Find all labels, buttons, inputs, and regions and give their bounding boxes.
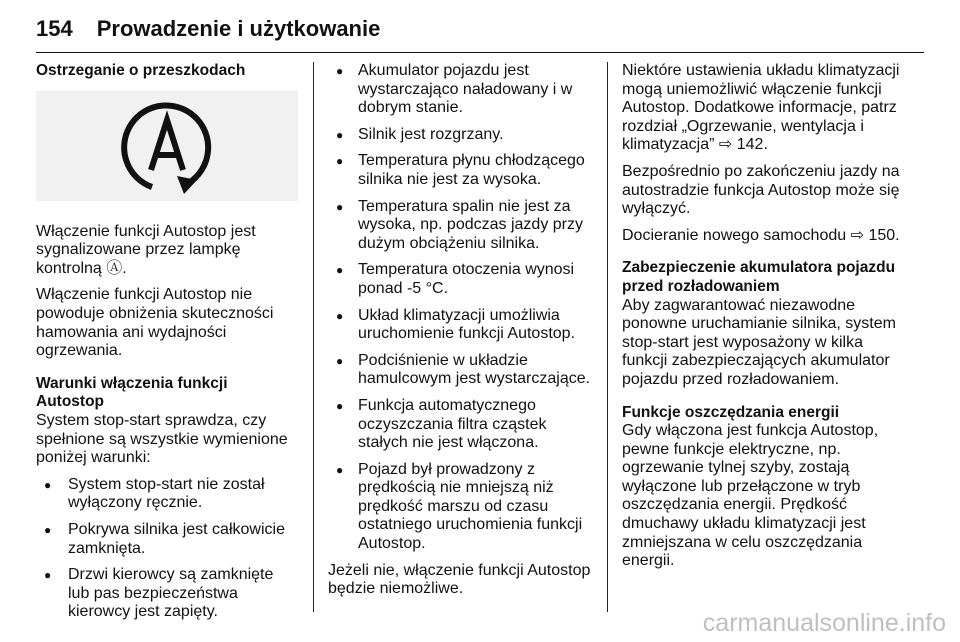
page-number: 154 [36, 16, 73, 41]
paragraph: Bezpośrednio po zakończeniu jazdy na autostradzie funkcja Autostop może się wyłączyć. [622, 162, 900, 218]
paragraph: Docieranie nowego samochodu ⇨ 150. [622, 226, 900, 244]
paragraph: Włączenie funkcji Autostop nie powoduje obniżenia skuteczności hamowania ani wydajności ogrzewania. [36, 286, 274, 360]
paragraph: Włączenie funkcji Autostop jest sygnalizowane przez lampkę kontrolną Ⓐ. [36, 222, 256, 277]
condition-list-continued [328, 62, 596, 554]
list-item: ● Podciśnienie w układzie hamulcowym jest wystarczające. [328, 352, 596, 389]
page-header [36, 6, 924, 53]
page-title: Prowadzenie i użytkowanie [96, 16, 381, 41]
autostop-a-icon [97, 96, 237, 196]
paragraph: Aby zagwarantować niezawodne ponowne uruchamianie silnika, system stop-start jest wyposażony w kilka funkcji zabezpieczających akumulator pojazdu przed rozładowaniem. [622, 296, 896, 388]
column-divider-2 [607, 62, 608, 612]
list-item: ● Pojazd był prowadzony z prędkością nie mniejszą niż prędkość marszu od czasu ostatniego uruchomienia funkcji Autostop. [328, 461, 596, 554]
list-item: ● Funkcja automatycznego oczyszczania filtra cząstek stałych nie jest włączona. [328, 397, 596, 453]
paragraph: Niektóre ustawienia układu klimatyzacji mogą uniemożliwić włączenie funkcji Autostop. Dodatkowe informacje, patrz rozdział „Ogrzewanie, wentylacja i klimatyzacja” ⇨ 142. [622, 62, 900, 154]
list-item: ● System stop-start nie został wyłączony ręcznie. [36, 476, 298, 513]
list-item: ● Układ klimatyzacji umożliwia uruchomienie funkcji Autostop. [328, 307, 596, 344]
column-2 [328, 62, 596, 607]
list-item: ● Silnik jest rozgrzany. [328, 126, 596, 145]
list-item: ● Temperatura otoczenia wynosi ponad -5 °C. [328, 261, 596, 298]
section-heading-autostop-conditions: Warunki włączenia funkcji Autostop [36, 374, 228, 411]
paragraph: System stop-start sprawdza, czy spełnione są wszystkie wymienione poniżej warunki: [36, 411, 288, 467]
column-1 [36, 62, 298, 630]
section-heading-battery-protection: Zabezpieczenie akumulatora pojazdu przed rozładowaniem [622, 259, 896, 295]
list-item: ● Temperatura płynu chłodzącego silnika nie jest za wysoka. [328, 152, 596, 189]
watermark: carmanualsonline.info [702, 609, 946, 637]
paragraph: Jeżeli nie, włączenie funkcji Autostop będzie niemożliwe. [328, 561, 591, 598]
condition-list [36, 476, 298, 622]
section-heading-energy-saving: Funkcje oszczędzania energii [622, 403, 840, 421]
column-divider-1 [313, 62, 314, 612]
list-item: ● Akumulator pojazdu jest wystarczająco naładowany i w dobrym stanie. [328, 62, 596, 118]
list-item: ● Pokrywa silnika jest całkowicie zamknięta. [36, 521, 298, 558]
paragraph: Gdy włączona jest funkcja Autostop, pewne funkcje elektryczne, np. ogrzewanie tylnej szyby, zostają wyłączone lub przełączone w tryb oszczędzania energii. Prędkość dmuchawy układu klimatyzacji jest zmniejszana w celu oszczędzania energii. [622, 422, 879, 570]
section-heading-obstacle-warning: Ostrzeganie o przeszkodach [36, 62, 246, 79]
autostop-indicator-figure [36, 91, 298, 201]
column-3 [622, 62, 904, 579]
list-item: ● Temperatura spalin nie jest za wysoka, np. podczas jazdy przy dużym obciążeniu silnika. [328, 198, 596, 254]
list-item: ● Drzwi kierowcy są zamknięte lub pas bezpieczeństwa kierowcy jest zapięty. [36, 566, 298, 622]
